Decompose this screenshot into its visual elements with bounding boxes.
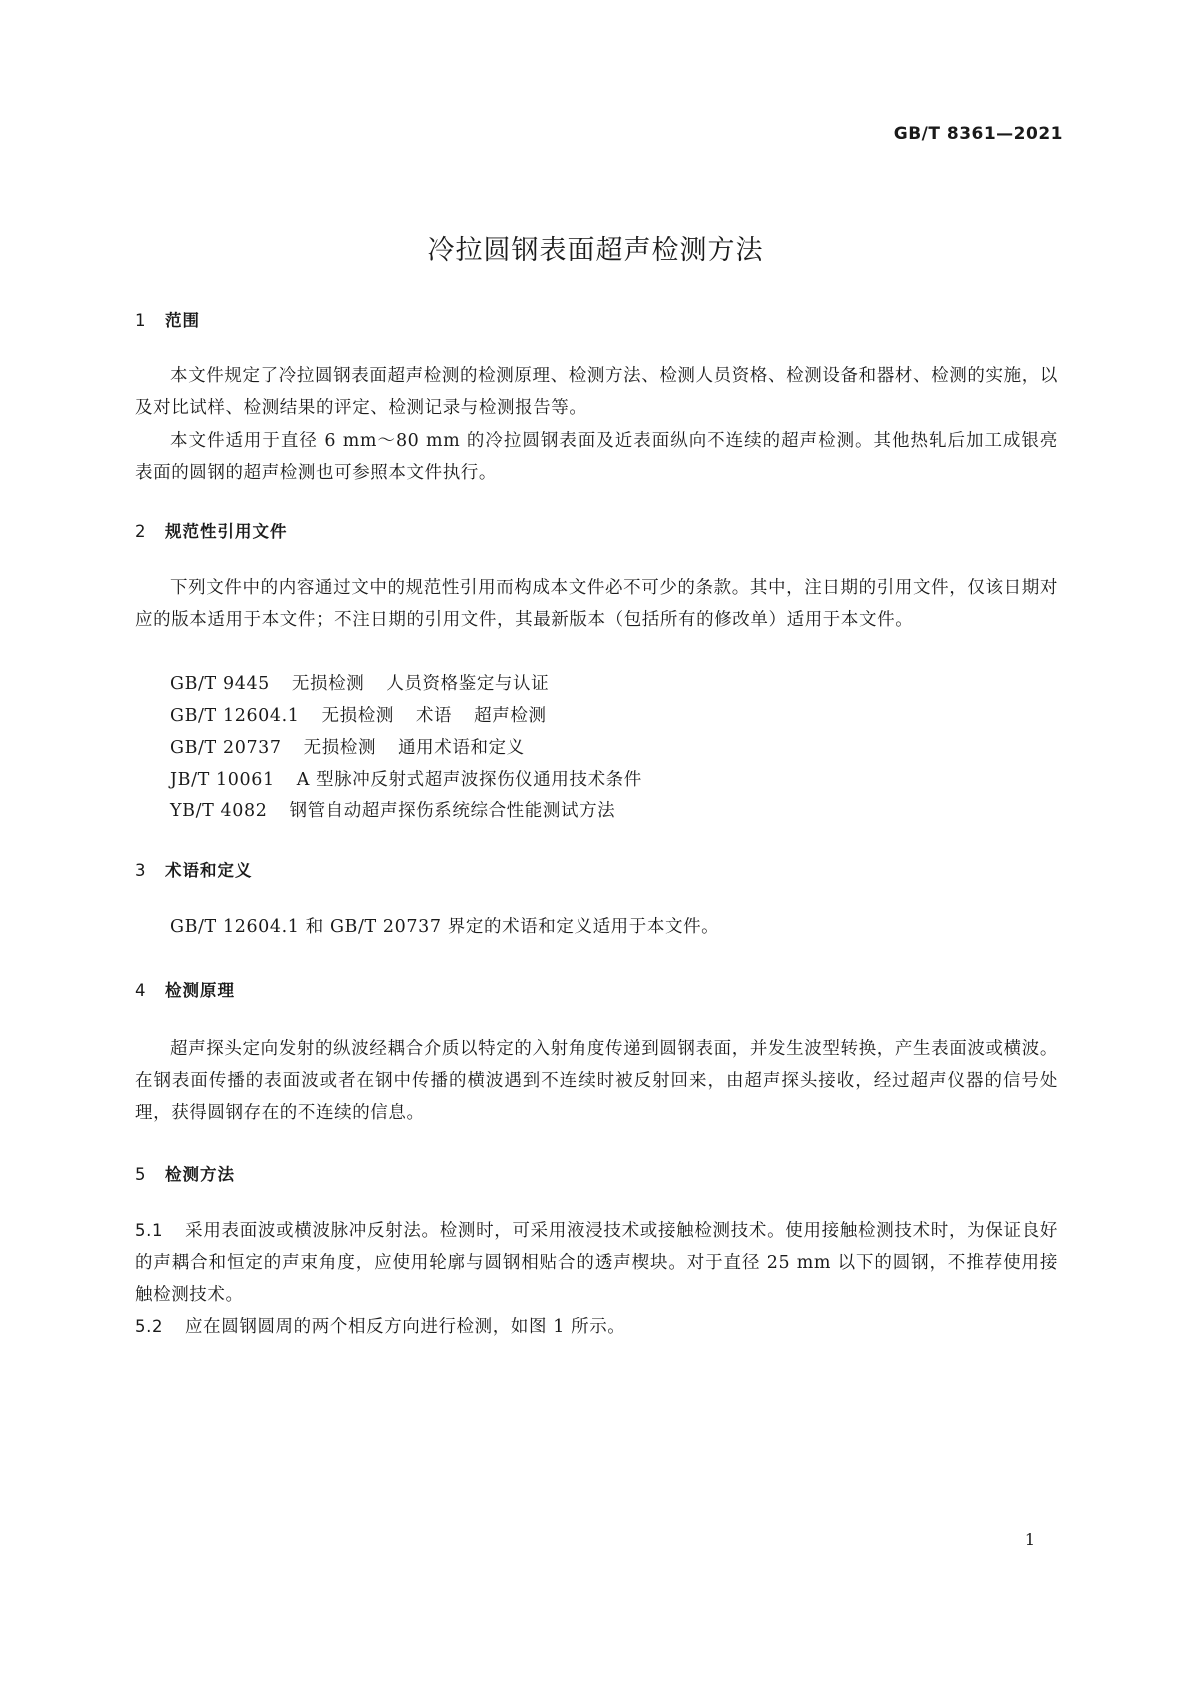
page-number: 1 [1024, 1530, 1035, 1549]
reference-title-part: 无损检测 [303, 738, 377, 758]
reference-item [170, 766, 642, 791]
section-2-heading [135, 518, 288, 542]
reference-item [170, 702, 547, 727]
reference-item [170, 734, 525, 759]
section-title: 检测原理 [165, 981, 235, 1000]
reference-code: YB/T 4082 [170, 801, 268, 821]
section-4-heading [135, 977, 235, 1001]
section-5-heading [135, 1161, 235, 1185]
reference-code: GB/T 9445 [170, 674, 270, 694]
section-2-intro: 下列文件中的内容通过文中的规范性引用而构成本文件必不可少的条款。其中，注日期的引用文件，仅该日期对应的版本适用于本文件；不注日期的引用文件，其最新版本（包括所有的修改单）适用于本文件。 [135, 578, 1058, 630]
section-3-paragraph: GB/T 12604.1 和 GB/T 20737 界定的术语和定义适用于本文件。 [170, 917, 720, 937]
standard-code: GB/T 8361—2021 [893, 124, 1063, 144]
reference-title-part: 超声检测 [474, 706, 547, 726]
section-1-heading [135, 307, 200, 331]
clause-text: 采用表面波或横波脉冲反射法。检测时，可采用液浸技术或接触检测技术。使用接触检测技术时，为保证良好的声耦合和恒定的声束角度，应使用轮廓与圆钢相贴合的透声楔块。对于直径 25 mm 以下的圆钢，不推荐使用接触检测技术。 [135, 1221, 1058, 1305]
reference-title-part: 无损检测 [291, 674, 365, 694]
section-title: 检测方法 [165, 1165, 235, 1184]
reference-code: JB/T 10061 [170, 770, 275, 790]
reference-item [170, 797, 615, 822]
section-1-paragraph-2: 本文件适用于直径 6 mm～80 mm 的冷拉圆钢表面及近表面纵向不连续的超声检测。其他热轧后加工成银亮表面的圆钢的超声检测也可参照本文件执行。 [135, 431, 1058, 483]
document-title: 冷拉圆钢表面超声检测方法 [427, 235, 764, 266]
clause-number: 5.1 [135, 1221, 164, 1240]
section-3-heading [135, 857, 253, 881]
section-1-paragraph-1: 本文件规定了冷拉圆钢表面超声检测的检测原理、检测方法、检测人员资格、检测设备和器材、检测的实施，以及对比试样、检测结果的评定、检测记录与检测报告等。 [135, 366, 1058, 418]
reference-title-part: 人员资格鉴定与认证 [386, 674, 550, 694]
section-number: 5 [135, 1165, 147, 1184]
section-4-paragraph: 超声探头定向发射的纵波经耦合介质以特定的入射角度传递到圆钢表面，并发生波型转换，产生表面波或横波。在钢表面传播的表面波或者在钢中传播的横波遇到不连续时被反射回来，由超声探头接收，经过超声仪器的信号处理，获得圆钢存在的不连续的信息。 [135, 1039, 1058, 1123]
reference-title-part: 钢管自动超声探伤系统综合性能测试方法 [289, 801, 616, 821]
reference-title-part: 无损检测 [321, 706, 394, 726]
section-title: 范围 [165, 311, 200, 330]
reference-code: GB/T 12604.1 [170, 706, 300, 726]
clause-5-1 [135, 1215, 1058, 1311]
section-number: 1 [135, 311, 147, 330]
reference-title-part: 术语 [415, 706, 453, 726]
clause-text: 应在圆钢圆周的两个相反方向进行检测，如图 1 所示。 [185, 1317, 626, 1337]
section-number: 2 [135, 522, 147, 541]
section-number: 4 [135, 981, 147, 1000]
section-title: 规范性引用文件 [165, 522, 288, 541]
clause-5-2 [135, 1311, 1058, 1343]
clause-number: 5.2 [135, 1317, 164, 1336]
reference-title-part: 通用术语和定义 [398, 738, 525, 758]
section-number: 3 [135, 861, 147, 880]
reference-item [170, 670, 549, 695]
reference-title-part: A 型脉冲反射式超声波探伤仪通用技术条件 [296, 770, 642, 790]
section-title: 术语和定义 [165, 861, 253, 880]
reference-code: GB/T 20737 [170, 738, 282, 758]
